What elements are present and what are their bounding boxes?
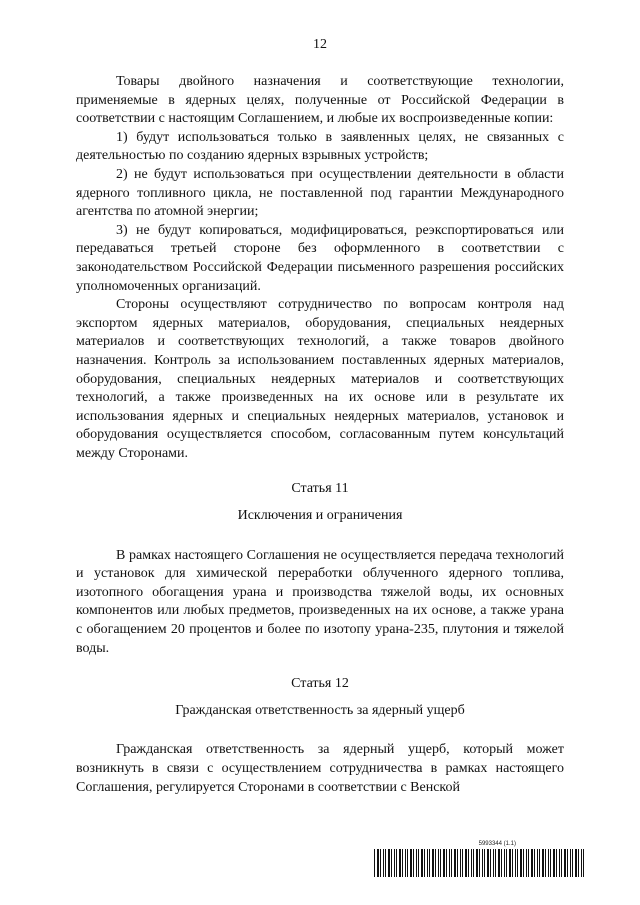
paragraph: Товары двойного назначения и соответствующие технологии, применяемые в ядерных целях, полученные от Российской Федерации в соответствии с настоящим Соглашением, и любые их воспроизведенные копии:	[76, 74, 564, 127]
paragraph: Гражданская ответственность за ядерный ущерб, который может возникнуть в связи с осуществлением сотрудничества в рамках настоящего Соглашения, регулируется Сторонами в соответствии с Венской	[76, 742, 564, 795]
article-11-title: Исключения и ограничения	[237, 508, 403, 524]
article-12-number: Статья 12	[291, 676, 349, 692]
page-number: 12	[313, 37, 327, 52]
paragraph: Стороны осуществляют сотрудничество по вопросам контроля над экспортом ядерных материалов, оборудования, специальных неядерных материалов и соответствующих технологий, а также товаров двойного назначения. Контроль за использованием поставленных ядерных материалов, оборудования, специальных неядерных материалов и соответствующих технологий, а также произведенных на их основе или в результате их использования ядерных и специальных неядерных материалов, установок и оборудования осуществляется способом, согласованным путем консультаций между Сторонами.	[76, 297, 564, 461]
article-12-title: Гражданская ответственность за ядерный ущерб	[175, 702, 465, 718]
list-item: 3) не будут копироваться, модифицироваться, реэкспортироваться или передаваться третьей стороне без оформленного в соответствии с законодательством Российской Федерации письменного разрешения российских уполномоченных организаций.	[76, 222, 564, 294]
document-body	[76, 73, 564, 797]
barcode-code: 5993344 (1.1)	[478, 841, 516, 847]
article-11-number: Статья 11	[291, 481, 349, 497]
list-item: 1) будут использоваться только в заявленных целях, не связанных с деятельностью по созданию ядерных взрывных устройств;	[76, 129, 564, 164]
barcode-icon	[374, 849, 586, 877]
list-item: 2) не будут использоваться при осуществлении деятельности в области ядерного топливного цикла, не поставленной под гарантии Международного агентства по атомной энергии;	[76, 166, 564, 220]
barcode-block	[374, 841, 586, 877]
paragraph: В рамках настоящего Соглашения не осуществляется передача технологий и установок для химической переработки облученного ядерного топлива, изотопного обогащения урана и производства тяжелой воды, их основных компонентов или любых предметов, произведенных на их основе, а также урана с обогащением 20 процентов и более по изотопу урана-235, плутония и тяжелой воды.	[76, 547, 564, 656]
